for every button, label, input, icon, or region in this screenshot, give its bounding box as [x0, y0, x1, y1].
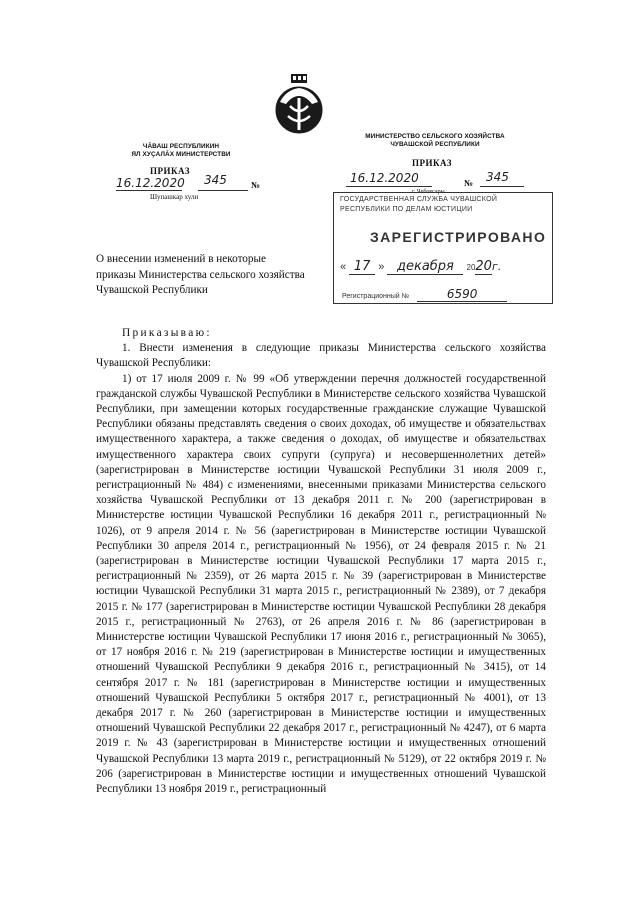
stamp-date-year-prefix: 20 — [466, 263, 476, 272]
left-number: 345 — [204, 173, 227, 187]
left-date-underline — [116, 190, 182, 191]
right-prikaz-title: ПРИКАЗ — [412, 158, 453, 168]
stamp-date-year: 20 — [475, 259, 492, 274]
document-body — [96, 326, 546, 797]
stamp-reg-label: Регистрационный № — [342, 293, 410, 300]
header-right — [335, 133, 535, 149]
header-left-line2: ЯЛ ХУҪАЛĂХ МИНИСТЕРСТВИ — [131, 151, 231, 158]
stamp-line1: ГОСУДАРСТВЕННАЯ СЛУЖБА ЧУВАШСКОЙ — [340, 196, 498, 203]
stamp-date — [340, 259, 501, 275]
stamp-date-close: » — [378, 261, 385, 273]
left-date: 16.12.2020 — [116, 176, 185, 190]
paragraph-2: 1) от 17 июля 2009 г. № 99 «Об утверждении перечня должностей государственной гражданской службы Чувашской Республики в Министерстве сельского хозяйства Чувашской Республики, при замещении которых государственные гражданские служащие Чувашской Республики обязаны представлять сведения о своих доходах, об имуществе и обязательствах имущественного характера, а также сведения о доходах, об имуществе и обязательствах имущественного характера своих супруги (супруга) и несовершеннолетних детей» (зарегистрирован в Министерстве юстиции Чувашской Республики 31 июля 2009 г., регистрационный № 484) с изменениями, внесенными приказами Министерства сельского хозяйства Чувашской Республики от 13 декабря 2011 г. № 200 (зарегистрирован в Министерстве юстиции Чувашской Республики 16 декабря 2011 г., регистрационный № 1026), от 9 апреля 2014 г. № 56 (зарегистрирован в Министерстве юстиции Чувашской Республики 30 апреля 2014 г., регистрационный № 1956), от 24 февраля 2015 г. № 21 (зарегистрирован в Министерстве юстиции Чувашской Республики 17 марта 2015 г., регистрационный № 2359), от 26 марта 2015 г. № 39 (зарегистрирован в Министерстве юстиции Чувашской Республики 31 марта 2015 г., регистрационный № 2389), от 7 декабря 2015 г. № 177 (зарегистрирован в Министерстве юстиции Чувашской Республики 28 декабря 2015 г., регистрационный № 2763), от 26 апреля 2016 г. № 86 (зарегистрирован в Министерстве юстиции Чувашской Республики 17 июня 2016 г., регистрационный № 3065), от 17 ноября 2016 г. № 219 (зарегистрирован в Министерстве юстиции и имущественных отношений Чувашской Республики 9 декабря 2016 г., регистрационный № 3415), от 14 сентября 2017 г. № 181 (зарегистрирован в Министерстве юстиции и имущественных отношений Чувашской Республики 5 октября 2017 г., регистрационный № 4001), от 13 декабря 2017 г. № 260 (зарегистрирован в Министерстве юстиции и имущественных отношений Чувашской Республики 22 декабря 2017 г., регистрационный № 4247), от 6 марта 2019 г. № 43 (зарегистрирован в Министерстве юстиции и имущественных отношений Чувашской Республики 13 марта 2019 г., регистрационный № 5129), от 22 октября 2019 г. № 206 (зарегистрирован в Министерстве юстиции и имущественных отношений Чувашской Республики 13 ноября 2019 г., регистрационный — [96, 372, 546, 796]
right-date: 16.12.2020 — [350, 171, 419, 185]
stamp-date-open: « — [340, 261, 347, 273]
left-no-label: № — [251, 180, 261, 190]
right-date-underline — [346, 186, 432, 187]
right-number: 345 — [486, 170, 509, 184]
document-subject: О внесении изменений в некоторые приказы Министерства сельского хозяйства Чувашской Республики — [96, 253, 305, 296]
header-left-line1: ЧӐВАШ РЕСПУБЛИКИН — [142, 143, 220, 150]
right-city: г. Чебоксары — [412, 189, 445, 195]
stamp-date-year-suffix: г. — [491, 260, 502, 273]
left-city: Шупашкар хули — [150, 193, 199, 201]
stamp-date-month: декабря — [387, 259, 463, 275]
stamp-line2: РЕСПУБЛИКИ ПО ДЕЛАМ ЮСТИЦИИ — [340, 206, 473, 213]
left-number-underline — [198, 190, 248, 191]
chuvash-emblem-icon — [272, 72, 326, 138]
header-right-line1: МИНИСТЕРСТВО СЕЛЬСКОГО ХОЗЯЙСТВА — [365, 133, 505, 140]
right-number-underline — [480, 186, 524, 187]
stamp-reg — [342, 287, 507, 302]
paragraph-1: 1. Внести изменения в следующие приказы Министерства сельского хозяйства Чувашской Республики: — [96, 342, 546, 370]
left-prikaz-title: ПРИКАЗ — [150, 166, 191, 176]
stamp-title: ЗАРЕГИСТРИРОВАНО — [370, 229, 547, 245]
stamp-reg-number: 6590 — [417, 287, 507, 302]
right-no-label: № — [464, 178, 474, 188]
stamp-date-day: 17 — [349, 259, 375, 275]
prikazyvayu-heading: Приказываю: — [122, 327, 212, 339]
header-right-line2: ЧУВАШСКОЙ РЕСПУБЛИКИ — [390, 141, 480, 148]
header-left — [96, 143, 266, 159]
registration-stamp — [333, 192, 553, 304]
